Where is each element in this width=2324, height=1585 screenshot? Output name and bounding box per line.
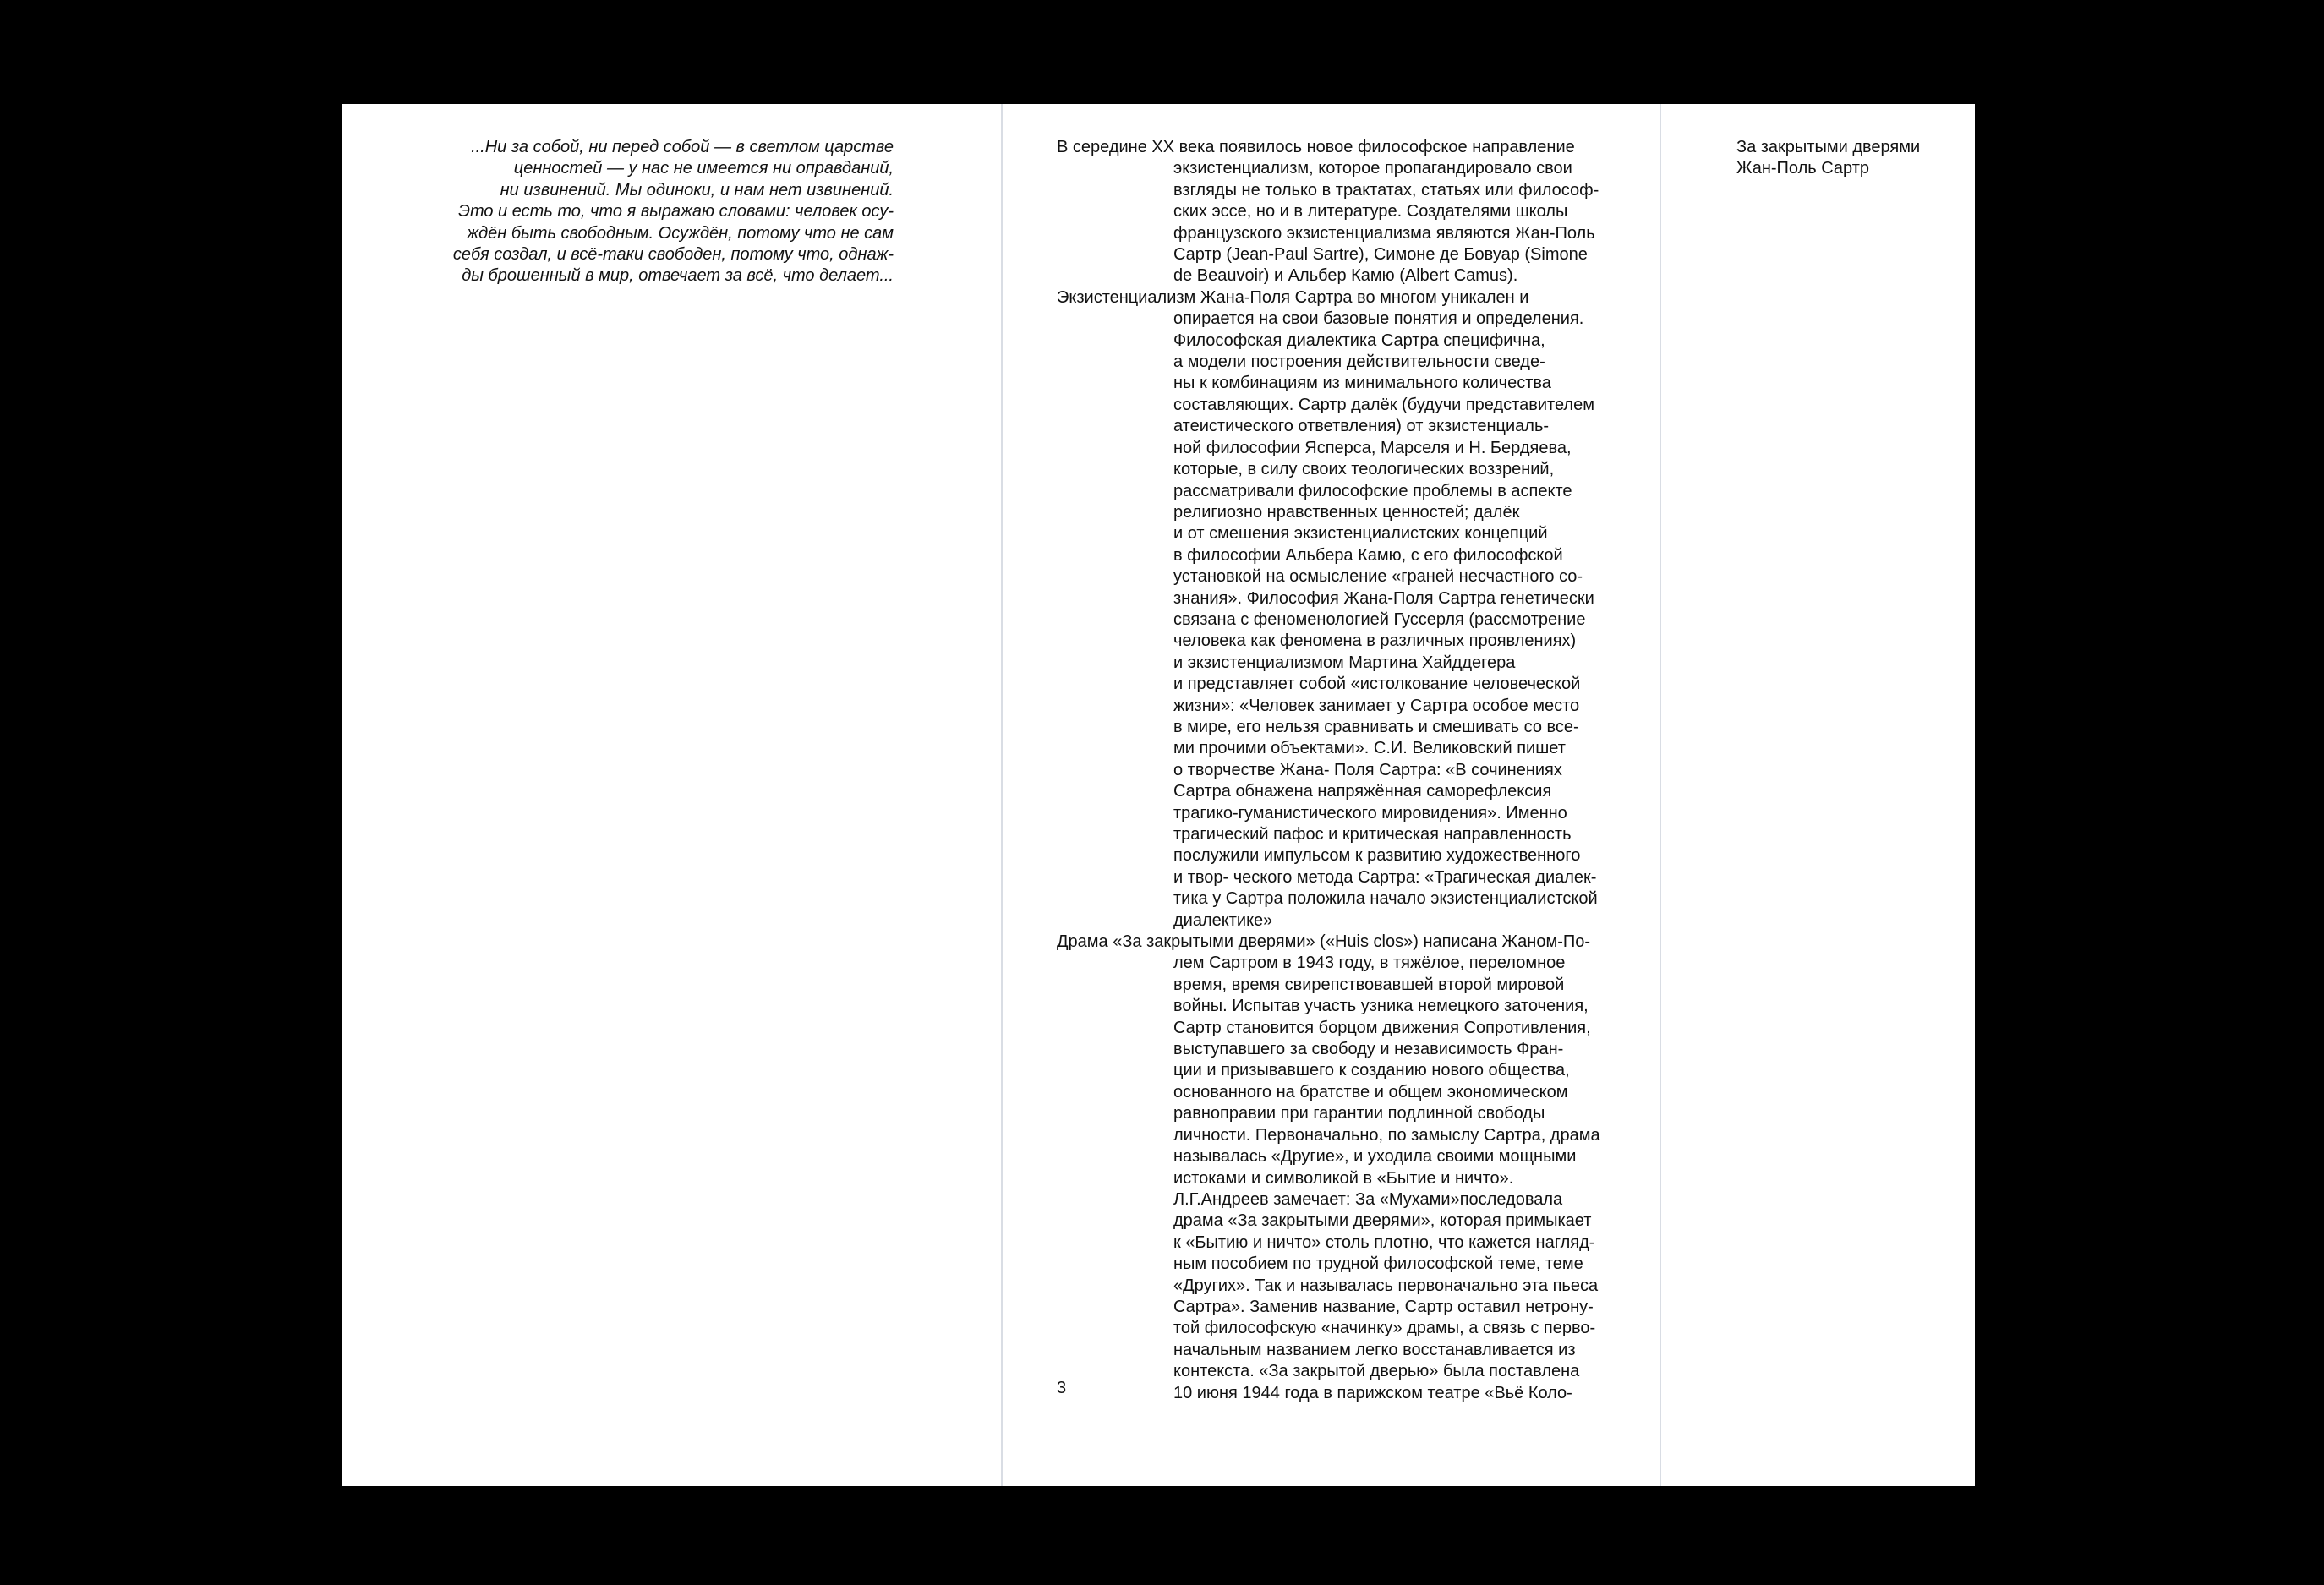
paragraph-line: «Других». Так и называлась первоначально эта пьеса: [1173, 1276, 1599, 1295]
paragraph-line: ских эссе, но и в литературе. Создателями школы: [1173, 202, 1568, 221]
page-fold-divider: [1660, 104, 1661, 1486]
epigraph-quote: [420, 137, 894, 287]
paragraph-line: французского экзистенциализма являются Жан-Поль: [1173, 223, 1595, 243]
running-head-author: Жан-Поль Сартр: [1736, 159, 1869, 178]
paragraph-line: Л.Г.Андреев замечает: За «Мухами»последовала: [1173, 1189, 1563, 1209]
paragraph-line: в философии Альбера Камю, с его философской: [1173, 545, 1563, 565]
paragraph-line: равноправии при гарантии подлинной свободы: [1173, 1104, 1545, 1123]
epigraph-line: ни извинений. Мы одиноки, и нам нет извинений.: [500, 180, 894, 199]
paragraph-line: знания». Философия Жана-Поля Сартра генетически: [1173, 588, 1594, 608]
paragraph-line: драма «За закрытыми дверями», которая примыкает: [1173, 1211, 1592, 1231]
paragraph-line: в мире, его нельзя сравнивать и смешивать со все-: [1173, 717, 1579, 736]
paragraph-line: составляющих. Сартр далёк (будучи представителем: [1173, 395, 1594, 414]
epigraph-line: себя создал, и всё-таки свободен, потому что, однаж-: [452, 245, 894, 265]
book-spread: [342, 104, 1975, 1486]
paragraph-line: ции и призывавшего к созданию нового общества,: [1173, 1061, 1570, 1080]
paragraph-line: которые, в силу своих теологических воззрений,: [1173, 460, 1555, 479]
paragraph-line: 10 июня 1944 года в парижском театре «Вьё Коло-: [1173, 1383, 1572, 1402]
paragraph-line: а модели построения действительности сведе-: [1173, 353, 1545, 372]
paragraph-line: Сартра». Заменив название, Сартр оставил нетрону-: [1173, 1297, 1594, 1316]
paragraph-line: лем Сартром в 1943 году, в тяжёлое, переломное: [1173, 954, 1566, 973]
paragraph-line: установкой на осмысление «граней несчастного со-: [1173, 567, 1583, 587]
paragraph-line: атеистического ответвления) от экзистенциаль-: [1173, 417, 1550, 436]
paragraph-line: войны. Испытав участь узника немецкого заточения,: [1173, 997, 1589, 1016]
paragraph-line: ми прочими объектами». С.И. Великовский пишет: [1173, 739, 1566, 758]
epigraph-line: Это и есть то, что я выражаю словами: человек осу-: [458, 202, 894, 221]
paragraph-lead-line: Драма «За закрытыми дверями» («Huis clos») написана Жаном-По-: [1057, 932, 1591, 952]
paragraph-line: жизни»: «Человек занимает у Сартра особое место: [1173, 696, 1580, 715]
running-head-title: За закрытыми дверями: [1736, 138, 1921, 156]
article-paragraph: [1057, 137, 1649, 287]
paragraph-line: о творчестве Жана- Поля Сартра: «В сочинениях: [1173, 760, 1562, 779]
paragraph-line: Сартра обнажена напряжённая саморефлексия: [1173, 782, 1552, 801]
page-number: 3: [1057, 1379, 1067, 1397]
paragraph-line: ны к комбинациям из минимального количества: [1173, 374, 1551, 393]
paragraph-line: диалектике»: [1173, 910, 1273, 930]
paragraph-line: трагический пафос и критическая направленность: [1173, 825, 1572, 844]
paragraph-lead-line: В середине XX века появилось новое философское направление: [1057, 138, 1575, 156]
paragraph-line: de Beauvoir) и Альбер Камю (Albert Camus).: [1173, 266, 1518, 286]
epigraph-line: ...Ни за собой, ни перед собой — в светлом царстве: [471, 138, 894, 156]
paragraph-line: время, время свирепствовавшей второй мировой: [1173, 975, 1565, 994]
running-head: [1736, 137, 1920, 180]
paragraph-line: ным пособием по трудной философской теме, теме: [1173, 1254, 1583, 1274]
paragraph-line: человека как феномена в различных проявлениях): [1173, 631, 1577, 651]
paragraph-line: экзистенциализм, которое пропагандировало свои: [1173, 159, 1572, 178]
paragraph-line: той философскую «начинку» драмы, а связь с перво-: [1173, 1319, 1596, 1338]
paragraph-line: Сартр (Jean-Paul Sartre), Симоне де Бовуар (Simone: [1173, 245, 1588, 265]
epigraph-line: ценностей — у нас не имеется ни оправданий,: [513, 159, 894, 178]
paragraph-line: опирается на свои базовые понятия и определения.: [1173, 309, 1584, 329]
article-paragraph: [1057, 932, 1649, 1404]
paragraph-line: религиозно нравственных ценностей; далёк: [1173, 502, 1520, 522]
paragraph-line: и экзистенциализмом Мартина Хайддегера: [1173, 653, 1516, 672]
paragraph-line: связана с феноменологией Гуссерля (рассмотрение: [1173, 609, 1586, 629]
paragraph-line: тика у Сартра положила начало экзистенциалистской: [1173, 889, 1598, 909]
epigraph-line: ды брошенный в мир, отвечает за всё, что делает...: [462, 266, 894, 286]
paragraph-line: и твор- ческого метода Сартра: «Трагическая диалек-: [1173, 867, 1597, 887]
page-fold-divider: [1001, 104, 1003, 1486]
paragraph-lead-line: Экзистенциализм Жана-Поля Сартра во многом уникален и: [1057, 287, 1529, 307]
paragraph-line: ной философии Ясперса, Марселя и Н. Бердяева,: [1173, 438, 1572, 457]
paragraph-line: трагико-гуманистического мировидения». Именно: [1173, 803, 1567, 823]
epigraph-line: ждён быть свободным. Осуждён, потому что не сам: [467, 223, 894, 243]
article-paragraph: [1057, 287, 1649, 932]
paragraph-line: и от смешения экзистенциалистских концепций: [1173, 524, 1548, 544]
paragraph-line: и представляет собой «истолкование человеческой: [1173, 675, 1581, 694]
paragraph-line: послужили импульсом к развитию художественного: [1173, 846, 1581, 866]
paragraph-line: Философская диалектика Сартра специфична,: [1173, 331, 1545, 350]
paragraph-line: Сартр становится борцом движения Сопротивления,: [1173, 1018, 1591, 1037]
paragraph-line: контекста. «За закрытой дверью» была поставлена: [1173, 1362, 1580, 1381]
article-body: [1057, 137, 1649, 1404]
paragraph-line: личности. Первоначально, по замыслу Сартра, драма: [1173, 1125, 1600, 1145]
paragraph-line: называлась «Другие», и уходила своими мощными: [1173, 1147, 1577, 1167]
paragraph-line: взгляды не только в трактатах, статьях или философ-: [1173, 180, 1599, 199]
paragraph-line: к «Бытию и ничто» столь плотно, что кажется нагляд-: [1173, 1232, 1595, 1252]
paragraph-line: истоками и символикой в «Бытие и ничто».: [1173, 1168, 1514, 1188]
paragraph-line: основанного на братстве и общем экономическом: [1173, 1082, 1568, 1101]
paragraph-line: выступавшего за свободу и независимость Фран-: [1173, 1040, 1564, 1059]
paragraph-line: рассматривали философские проблемы в аспекте: [1173, 481, 1572, 500]
paragraph-line: начальным названием легко восстанавливается из: [1173, 1340, 1576, 1359]
